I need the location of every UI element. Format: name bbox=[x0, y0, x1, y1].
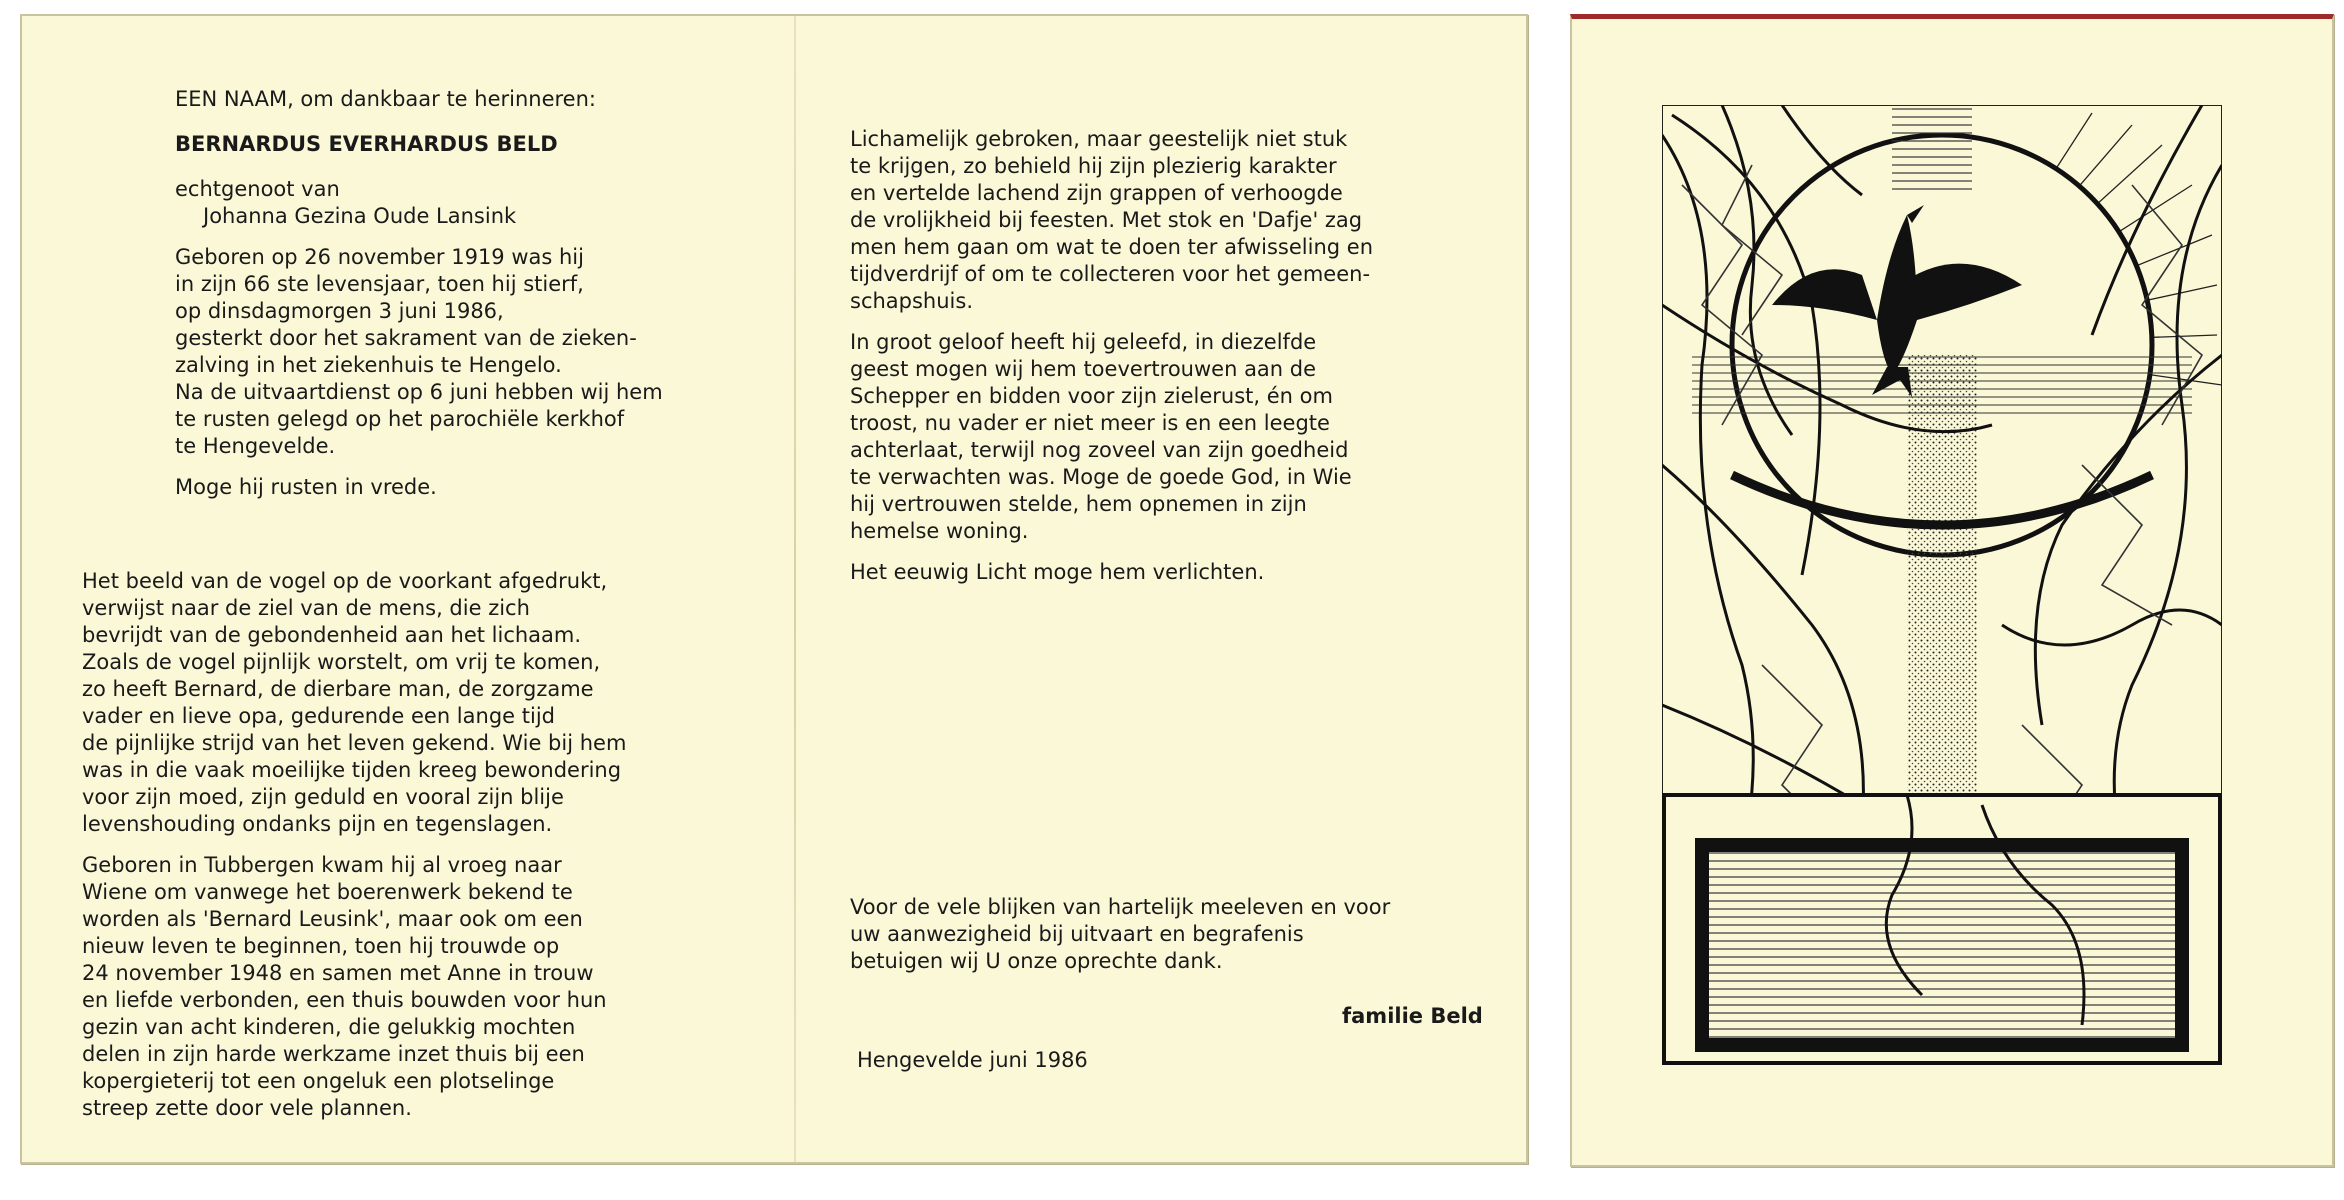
cross-top bbox=[1892, 105, 1972, 195]
text-line: gesterkt door het sakrament van de zieken- bbox=[175, 326, 637, 350]
text-line: op dinsdagmorgen 3 juni 1986, bbox=[175, 299, 504, 323]
thanks-block bbox=[850, 894, 1390, 975]
eternal-light-line: Het eeuwig Licht moge hem verlichten. bbox=[850, 560, 1265, 584]
intro-line: EEN NAAM, om dankbaar te herinneren: bbox=[175, 87, 596, 111]
deceased-name: BERNARDUS EVERHARDUS BELD bbox=[175, 132, 558, 156]
text-line: hij vertrouwen stelde, hem opnemen in zijn bbox=[850, 492, 1307, 516]
text-line: en liefde verbonden, een thuis bouwden voor hun bbox=[82, 988, 607, 1012]
text-line: 24 november 1948 en samen met Anne in trouw bbox=[82, 961, 594, 985]
text-line: delen in zijn harde werkzame inzet thuis bij een bbox=[82, 1042, 585, 1066]
text-line: gezin van acht kinderen, die gelukkig mochten bbox=[82, 1015, 576, 1039]
memorial-card-front bbox=[1570, 14, 2334, 1167]
text-line: geest mogen wij hem toevertrouwen aan de bbox=[850, 357, 1317, 381]
memorial-card-inside bbox=[20, 14, 1528, 1164]
biography-block bbox=[175, 244, 663, 460]
text-line: streep zette door vele plannen. bbox=[82, 1096, 412, 1120]
text-line: levenshouding ondanks pijn en tegenslagen. bbox=[82, 812, 553, 836]
text-line: schapshuis. bbox=[850, 289, 974, 313]
text-line: In groot geloof heeft hij geleefd, in diezelfde bbox=[850, 330, 1317, 354]
text-line: worden als 'Bernard Leusink', maar ook om een bbox=[82, 907, 583, 931]
text-line: de pijnlijke strijd van het leven gekend. Wie bij hem bbox=[82, 731, 627, 755]
place-date: Hengevelde juni 1986 bbox=[857, 1048, 1088, 1072]
text-line: kopergieterij tot een ongeluk een plotselinge bbox=[82, 1069, 555, 1093]
text-line: Zoals de vogel pijnlijk worstelt, om vrij te komen, bbox=[82, 650, 601, 674]
text-line: te krijgen, zo behield hij zijn plezierig karakter bbox=[850, 154, 1337, 178]
text-line: bevrijdt van de gebondenheid aan het lichaam. bbox=[82, 623, 582, 647]
rest-in-peace: Moge hij rusten in vrede. bbox=[175, 475, 437, 499]
bird-paragraph bbox=[82, 568, 626, 838]
text-line: voor zijn moed, zijn geduld en vooral zijn blije bbox=[82, 785, 564, 809]
text-line: was in die vaak moeilijke tijden kreeg bewondering bbox=[82, 758, 622, 782]
thanks-paragraph bbox=[850, 894, 1390, 975]
text-line: Lichamelijk gebroken, maar geestelijk niet stuk bbox=[850, 127, 1348, 151]
text-line: Na de uitvaartdienst op 6 juni hebben wij hem bbox=[175, 380, 663, 404]
text-line: verwijst naar de ziel van de mens, die zich bbox=[82, 596, 530, 620]
text-line: uw aanwezigheid bij uitvaart en begrafenis bbox=[850, 922, 1304, 946]
bird-cross-illustration bbox=[1662, 105, 2222, 1065]
text-line: te verwachten was. Moge de goede God, in Wie bbox=[850, 465, 1352, 489]
text-line: en vertelde lachend zijn grappen of verhoogde bbox=[850, 181, 1343, 205]
text-line: Voor de vele blijken van hartelijk meeleven en voor bbox=[850, 895, 1391, 919]
text-line: Schepper en bidden voor zijn zielerust, én om bbox=[850, 384, 1333, 408]
left-page-bottom bbox=[82, 568, 626, 1122]
text-line: zalving in het ziekenhuis te Hengelo. bbox=[175, 353, 562, 377]
text-line: te Hengevelde. bbox=[175, 434, 336, 458]
text-line: tijdverdrijf of om te collecteren voor het gemeen- bbox=[850, 262, 1371, 286]
text-line: vader en lieve opa, gedurende een lange tijd bbox=[82, 704, 555, 728]
table-frame bbox=[1702, 845, 2182, 1045]
middle-page-top bbox=[850, 126, 1373, 586]
text-line: zo heeft Bernard, de dierbare man, de zorgzame bbox=[82, 677, 594, 701]
text-line: te rusten gelegd op het parochiële kerkhof bbox=[175, 407, 625, 431]
left-page-top bbox=[175, 86, 663, 501]
text-line: nieuw leven te beginnen, toen hij trouwde op bbox=[82, 934, 560, 958]
text-line: achterlaat, terwijl nog zoveel van zijn goedheid bbox=[850, 438, 1349, 462]
spouse-name: Johanna Gezina Oude Lansink bbox=[203, 204, 517, 228]
text-line: betuigen wij U onze oprechte dank. bbox=[850, 949, 1223, 973]
life-paragraph bbox=[82, 852, 626, 1122]
text-line: in zijn 66 ste levensjaar, toen hij stierf, bbox=[175, 272, 584, 296]
character-paragraph bbox=[850, 126, 1373, 315]
faith-paragraph bbox=[850, 329, 1373, 545]
text-line: men hem gaan om wat te doen ter afwisseling en bbox=[850, 235, 1374, 259]
text-line: Geboren in Tubbergen kwam hij al vroeg naar bbox=[82, 853, 562, 877]
family-signoff: familie Beld bbox=[1342, 1004, 1483, 1028]
spouse-label: echtgenoot van bbox=[175, 177, 340, 201]
text-line: Wiene om vanwege het boerenwerk bekend te bbox=[82, 880, 573, 904]
text-line: Het beeld van de vogel op de voorkant afgedrukt, bbox=[82, 569, 608, 593]
text-line: de vrolijkheid bij feesten. Met stok en 'Dafje' zag bbox=[850, 208, 1363, 232]
text-line: Geboren op 26 november 1919 was hij bbox=[175, 245, 584, 269]
card-fold bbox=[794, 16, 796, 1162]
text-line: troost, nu vader er niet meer is en een leegte bbox=[850, 411, 1330, 435]
text-line: hemelse woning. bbox=[850, 519, 1029, 543]
